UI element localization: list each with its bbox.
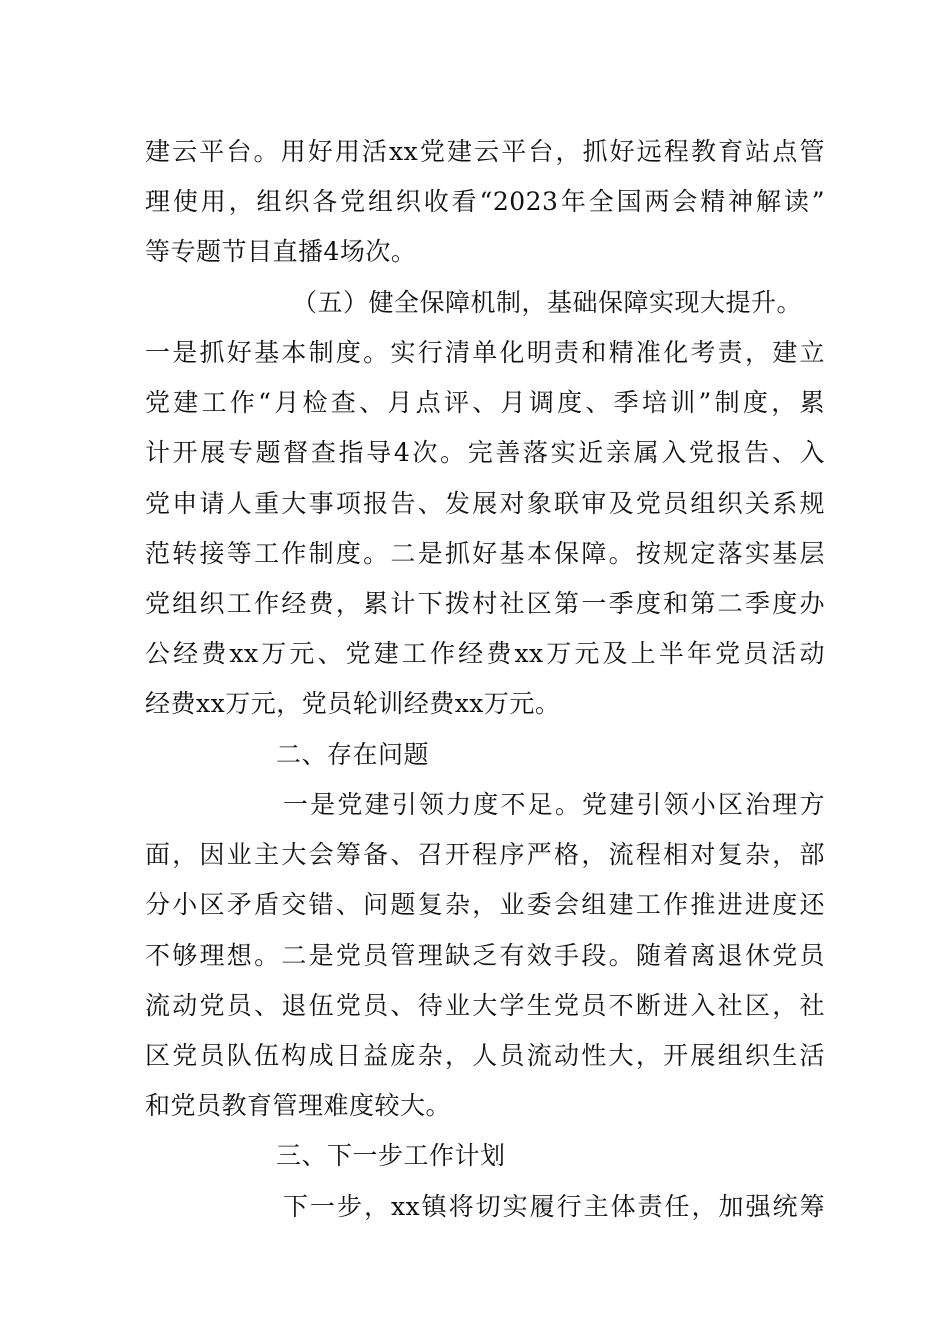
section-heading: 二、存在问题 <box>276 740 430 769</box>
section-heading: （五）健全保障机制，基础保障实现大提升。 <box>292 288 803 317</box>
text-line: 流动党员、退伍党员、待业大学生党员不断进入社区，社 <box>145 991 825 1020</box>
text-line: 等专题节目直播4场次。 <box>145 237 417 266</box>
section-heading: 三、下一步工作计划 <box>276 1141 506 1170</box>
text-line: 理使用，组织各党组织收看“2023年全国两会精神解读” <box>145 187 825 216</box>
text-line: 和党员教育管理难度较大。 <box>145 1091 452 1120</box>
text-line: 分小区矛盾交错、问题复杂，业委会组建工作推进进度还 <box>145 890 825 919</box>
text-line: 党申请人重大事项报告、发展对象联审及党员组织关系规 <box>145 489 825 518</box>
text-line: 不够理想。二是党员管理缺乏有效手段。随着离退休党员 <box>145 941 825 970</box>
text-line: 一是党建引领力度不足。党建引领小区治理方 <box>283 790 825 819</box>
text-line: 面，因业主大会筹备、召开程序严格，流程相对复杂，部 <box>145 840 825 869</box>
text-line: 计开展专题督查指导4次。完善落实近亲属入党报告、入 <box>145 438 825 467</box>
text-line: 经费xx万元，党员轮训经费xx万元。 <box>145 689 561 718</box>
text-line: 建云平台。用好用活xx党建云平台，抓好远程教育站点管 <box>145 137 825 166</box>
text-line: 下一步，xx镇将切实履行主体责任，加强统筹 <box>283 1192 825 1221</box>
text-line: 党建工作“月检查、月点评、月调度、季培训”制度，累 <box>145 388 825 417</box>
text-line: 一是抓好基本制度。实行清单化明责和精准化考责，建立 <box>145 338 825 367</box>
text-line: 党组织工作经费，累计下拨村社区第一季度和第二季度办 <box>145 589 825 618</box>
text-line: 范转接等工作制度。二是抓好基本保障。按规定落实基层 <box>145 539 825 568</box>
text-line: 公经费xx万元、党建工作经费xx万元及上半年党员活动 <box>145 639 825 668</box>
text-line: 区党员队伍构成日益庞杂，人员流动性大，开展组织生活 <box>145 1041 825 1070</box>
